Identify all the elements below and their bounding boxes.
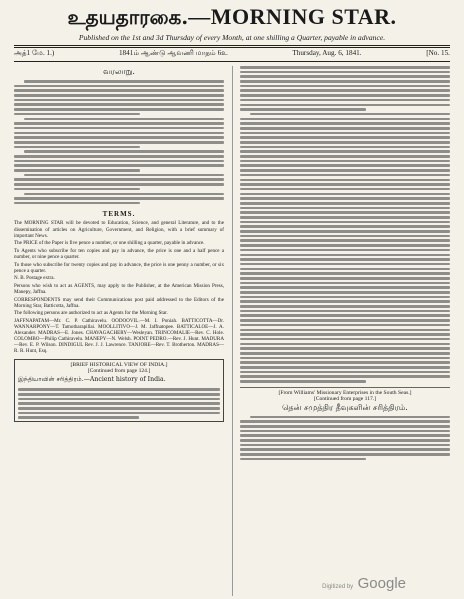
terms-paragraph: CORRESPONDENTS may send their Communications post paid addressed to the Editors of the Morning Star, Batticotta, Jaffna. (14, 296, 224, 309)
text-line (14, 146, 140, 149)
tamil-south-seas-text (240, 416, 450, 461)
text-line (240, 136, 450, 139)
text-line (240, 444, 450, 447)
text-line (14, 160, 224, 163)
text-line (240, 221, 450, 224)
masthead-english-title: —MORNING STAR. (188, 4, 397, 29)
masthead-tamil-title: உதயதாரகை. (67, 5, 189, 29)
text-line (240, 310, 450, 313)
masthead-rule (14, 45, 450, 48)
columns (14, 66, 450, 596)
terms-section (14, 210, 224, 354)
text-line (14, 197, 224, 200)
text-line (240, 314, 450, 317)
text-line (240, 197, 450, 200)
text-line (240, 150, 450, 153)
text-line (24, 80, 224, 83)
agents-list: JAFFNAPATAM—Mr. C. P. Cathiravelu. OODOOVIL.—M. I. Poniah. BATTICOTTA—Dr. WANNARPONY—T. Tamotharapillai. MOOLLITIVO—J. M. Jaffnatopee. BATTICALOE—J. A. Alexander. MADRAS—E. Jones. CHAVAGACHERY—Wesleyan. TRINCOMALIE—Rev. C. Hole. COLOMBO—Philip Cathiravelu. MANEPY—N. Welsh. POINT PEDRO.—Rev. J. Hunt. MADURA—Rev. E. P. Wilson. DINDIGUL Rev. J. J. Lawrence. TANJORE—Rev. T. Brotherton. MADRAS—R. R. Hunt, Esq. (14, 317, 224, 355)
text-line (240, 329, 450, 332)
text-line (240, 268, 450, 271)
text-line (18, 407, 220, 410)
text-line (240, 183, 450, 186)
digitized-watermark (322, 575, 406, 593)
text-line (18, 398, 220, 401)
section-divider (240, 387, 450, 388)
text-line (240, 160, 450, 163)
text-line (240, 132, 450, 135)
text-line (14, 122, 224, 125)
terms-paragraph: The MORNING STAR will be devoted to Education, Science, and general Literature, and to the dissemination of articles on Agriculture, Government, and Religion, with a brief summary of important News. (14, 220, 224, 239)
dateline-volume: அத்1 மே. 1.) (14, 49, 55, 57)
dateline-tamil-date: 1841ம் ஆண்டு ஆவணி மாதம் 6உ (118, 49, 228, 57)
text-line (14, 136, 224, 139)
text-line (240, 425, 450, 428)
text-line (240, 380, 366, 383)
text-line (240, 122, 450, 125)
text-line (240, 458, 366, 461)
history-box-heading: [BRIEF HISTORICAL VIEW OF INDIA.] (70, 362, 168, 369)
text-line (240, 300, 450, 303)
text-line (18, 388, 220, 391)
text-line (240, 439, 450, 442)
text-line (240, 75, 450, 78)
text-line (240, 305, 450, 308)
text-line (240, 141, 450, 144)
text-line (240, 254, 450, 257)
terms-paragraph: N. B. Postage extra. (14, 275, 55, 282)
masthead-tagline: Published on the 1st and 3d Thursday of every Month, at one shilling a Quarter, payable in advance. (78, 33, 386, 42)
text-line (240, 211, 450, 214)
text-line (240, 85, 450, 88)
text-line (240, 434, 450, 437)
terms-paragraph: The PRICE of the Paper is five pence a number, or one shilling a quarter, payable in advance. (14, 240, 205, 247)
text-line (240, 366, 450, 369)
text-line (18, 402, 220, 405)
text-line (240, 188, 450, 191)
text-line (240, 352, 450, 355)
text-line (14, 141, 224, 144)
text-line (18, 412, 220, 415)
text-line (240, 239, 450, 242)
text-line (14, 113, 140, 116)
text-line (24, 150, 224, 153)
text-line (14, 85, 224, 88)
text-line (240, 347, 450, 350)
text-line (240, 230, 450, 233)
text-line (24, 118, 224, 121)
terms-paragraph: Persons who wish to act as AGENTS, may apply to the Publisher, at the American Mission Press, Manepy, Jaffna. (14, 282, 224, 295)
text-line (240, 258, 450, 261)
text-line (14, 202, 140, 205)
text-line (14, 155, 224, 158)
watermark-prefix: Digitized by (322, 584, 354, 590)
dateline-english-date: Thursday, Aug. 6, 1841. (292, 49, 362, 57)
text-line (240, 282, 450, 285)
text-line (240, 361, 450, 364)
text-line (14, 132, 224, 135)
tamil-right-article-text (240, 66, 450, 383)
text-line (14, 127, 224, 130)
text-line (240, 244, 450, 247)
text-line (240, 66, 450, 69)
text-line (240, 357, 450, 360)
text-line (240, 324, 450, 327)
text-line (240, 155, 450, 158)
history-box (14, 359, 224, 422)
text-line (18, 416, 139, 419)
text-line (240, 263, 450, 266)
text-line (240, 179, 450, 182)
terms-title: TERMS. (102, 210, 136, 219)
text-line (14, 99, 224, 102)
text-line (240, 202, 450, 205)
text-line (240, 99, 450, 102)
text-line (240, 216, 450, 219)
text-line (240, 272, 450, 275)
text-line (240, 169, 450, 172)
text-line (240, 286, 450, 289)
text-line (240, 371, 450, 374)
text-line (14, 169, 140, 172)
text-line (240, 174, 450, 177)
text-line (240, 193, 450, 196)
text-line (240, 235, 450, 238)
text-line (14, 188, 140, 191)
dateline-rule (14, 61, 450, 62)
text-line (240, 420, 450, 423)
text-line (240, 207, 450, 210)
text-line (240, 164, 450, 167)
google-logo: Google (357, 575, 406, 592)
text-line (14, 103, 224, 106)
masthead (14, 4, 450, 32)
text-line (250, 113, 450, 116)
text-line (250, 416, 450, 419)
history-box-continued: [Continued from page 124.] (87, 368, 151, 375)
text-line (240, 225, 450, 228)
tamil-article-text (14, 80, 224, 204)
text-line (14, 178, 224, 181)
source-note: [From Williams' Missionary Enterprises in the South Seas.] (278, 389, 412, 396)
text-line (240, 127, 450, 130)
left-column-heading: வரலாறு. (103, 67, 135, 76)
text-line (240, 333, 450, 336)
continued-note: [Continued from page 117.] (313, 395, 377, 402)
text-line (240, 296, 450, 299)
terms-paragraph: To those who subscribe for twenty copies and pay in advance, the price is one penny a number, or six pence a quarter. (14, 261, 224, 274)
dateline-issue-number: [No. 15. (426, 49, 450, 57)
right-column (232, 66, 450, 596)
text-line (240, 146, 450, 149)
text-line (240, 430, 450, 433)
text-line (240, 343, 450, 346)
text-line (240, 277, 450, 280)
text-line (240, 89, 450, 92)
terms-paragraph: To Agents who subscribe for ten copies and pay in advance, the price is one and a half pence a number, or nine pence a quarter. (14, 247, 224, 260)
left-column (14, 66, 224, 596)
text-line (14, 108, 224, 111)
text-line (18, 393, 220, 396)
text-line (24, 174, 224, 177)
text-line (14, 164, 224, 167)
text-line (240, 80, 450, 83)
text-line (240, 104, 450, 107)
right-column-heading: தென் சமுத்திர தீவுகளின் சரித்திரம். (282, 402, 408, 412)
text-line (240, 319, 450, 322)
text-line (14, 183, 224, 186)
text-line (24, 193, 224, 196)
text-line (240, 118, 450, 121)
text-line (240, 453, 450, 456)
text-line (240, 94, 450, 97)
text-line (14, 89, 224, 92)
text-line (240, 249, 450, 252)
terms-paragraph: The following persons are authorized to act as Agents for the Morning Star. (14, 310, 168, 317)
text-line (240, 108, 366, 111)
history-text (18, 388, 220, 419)
text-line (240, 448, 450, 451)
dateline (14, 49, 450, 58)
text-line (14, 94, 224, 97)
text-line (240, 71, 450, 74)
text-line (240, 375, 450, 378)
text-line (240, 338, 450, 341)
text-line (240, 291, 450, 294)
history-box-title: இந்தியாவின் சரித்திரம்.—Ancient history of India. (18, 376, 166, 384)
